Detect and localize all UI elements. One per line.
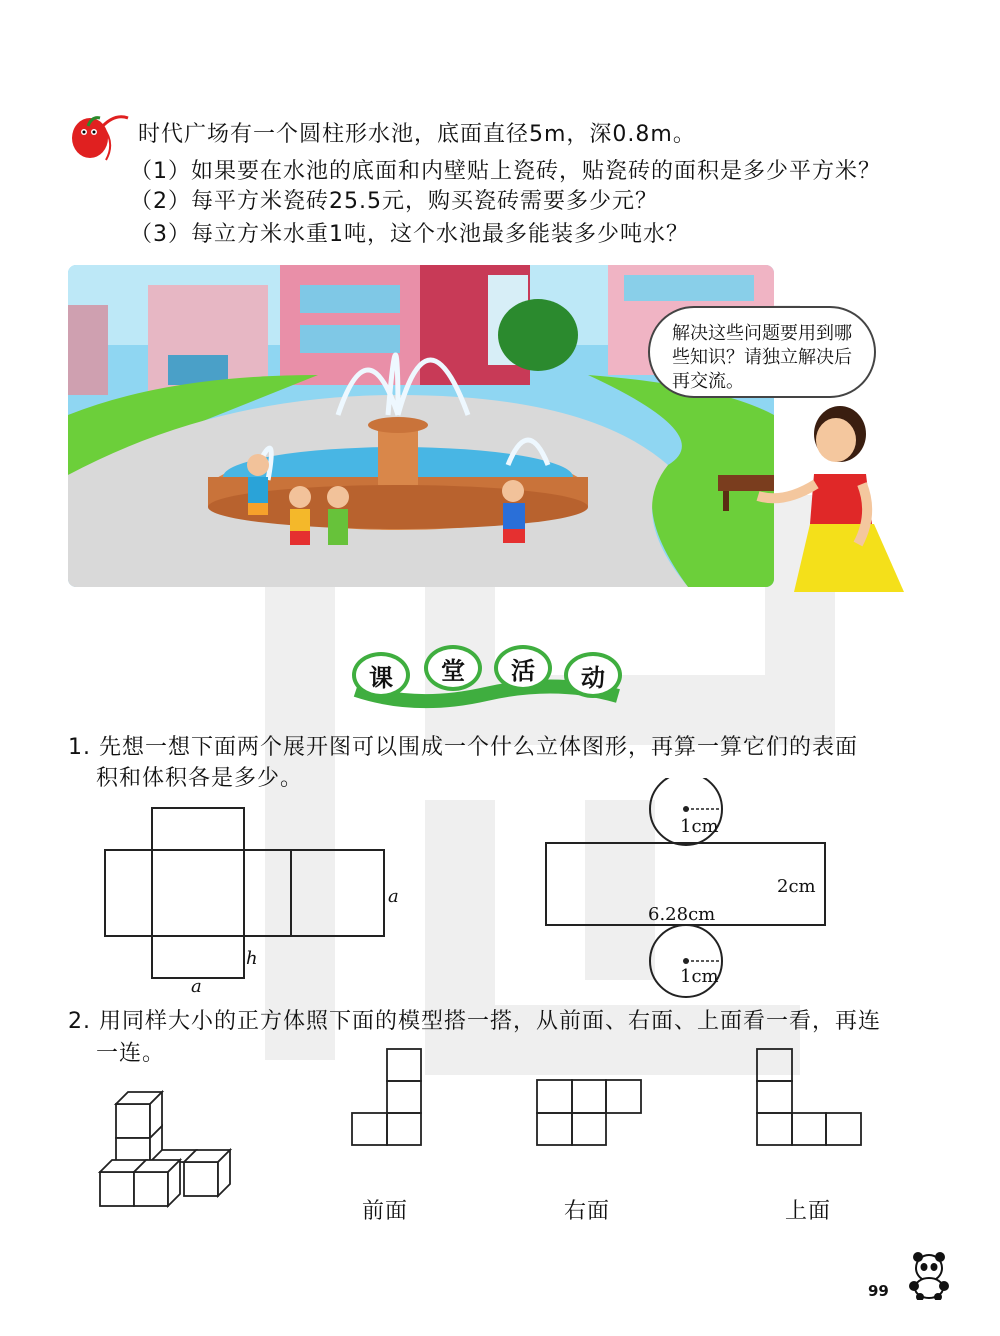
top-view-diagram (755, 1047, 865, 1147)
problem-2-line-1: 2. 用同样大小的正方体照下面的模型搭一搭，从前面、右面、上面看一看，再连 (68, 1009, 881, 1034)
label-a-bottom: a (191, 976, 202, 997)
page-number: 99 (868, 1282, 889, 1300)
problem-1-line-1: 1. 先想一想下面两个展开图可以围成一个什么立体图形，再算一算它们的表面 (68, 735, 858, 760)
cylinder-height: 2cm (777, 876, 816, 897)
view-label-top: 上面 (785, 1199, 832, 1224)
activity-char-1: 课 (352, 652, 410, 698)
view-label-right: 右面 (564, 1199, 611, 1224)
question-3: （3）每立方米水重1吨，这个水池最多能装多少吨水？ (130, 222, 689, 247)
view-label-front: 前面 (362, 1199, 409, 1224)
teacher-figure (754, 404, 914, 594)
problem-1-line-2: 积和体积各是多少。 (96, 766, 304, 791)
question-1: （1）如果要在水池的底面和内壁贴上瓷砖，贴瓷砖的面积是多少平方米？ (130, 159, 881, 184)
cylinder-bottom-radius: 1cm (680, 966, 719, 987)
speech-bubble: 解决这些问题要用到哪些知识？请独立解决后再交流。 (648, 306, 876, 398)
panda-icon (904, 1250, 954, 1300)
cylinder-length: 6.28cm (648, 904, 716, 925)
activity-char-3: 活 (494, 645, 552, 691)
cylinder-top-radius: 1cm (680, 816, 719, 837)
right-view-diagram (535, 1078, 645, 1148)
cube-model-diagram (96, 1086, 238, 1212)
question-2: （2）每平方米瓷砖25.5元，购买瓷砖需要多少元？ (130, 189, 658, 214)
activity-char-2: 堂 (424, 645, 482, 691)
intro-text: 时代广场有一个圆柱形水池，底面直径5m，深0.8m。 (138, 122, 696, 147)
label-h: h (246, 948, 258, 969)
cuboid-net-diagram (100, 806, 390, 982)
apple-icon (66, 108, 130, 164)
problem-2-line-2: 一连。 (96, 1041, 166, 1066)
activity-char-4: 动 (564, 652, 622, 698)
front-view-diagram (350, 1047, 424, 1147)
label-a-right: a (388, 886, 399, 907)
